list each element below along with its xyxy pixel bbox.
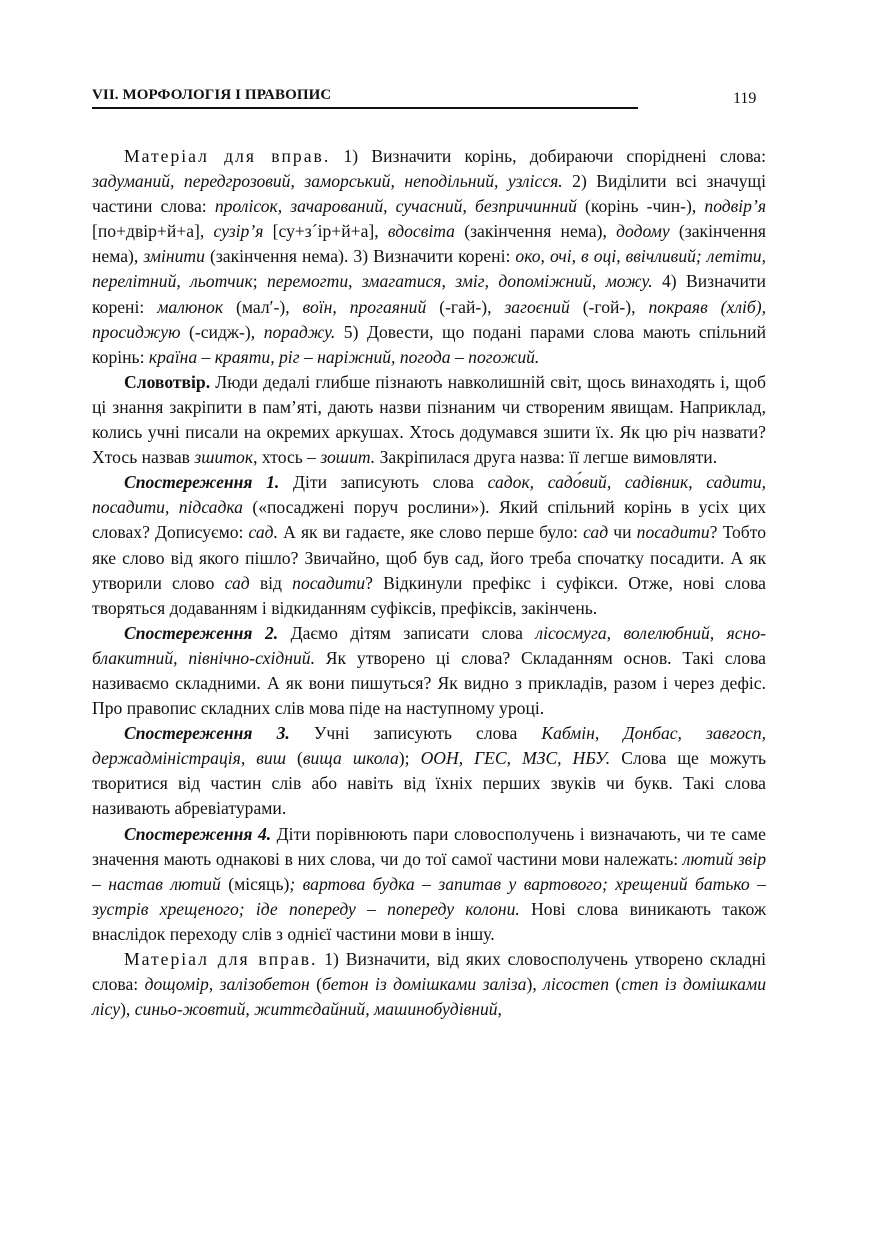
example-words: пораджу. bbox=[263, 321, 336, 342]
text-run: [по+двір+й+а], bbox=[92, 221, 214, 242]
text-run: ? Відкинули префікс і суфікси. Отже, нові слова творяться додаванням і відкиданням суфіксів, префіксів, закінчень. bbox=[92, 572, 766, 618]
text-run: (корінь -чин-), bbox=[576, 196, 705, 217]
example-words: садок, садо́вий, садівник, садити, посадити, підсадка bbox=[92, 472, 767, 518]
text-run: 1) Визначити корінь, добираючи споріднені слова: bbox=[330, 146, 767, 166]
example-words: лютий звір – настав лютий bbox=[92, 848, 767, 894]
example-words: сузір’я bbox=[213, 221, 264, 242]
text-run: 5) Довести, що подані парами слова мають спільний корінь: bbox=[92, 321, 766, 367]
example-words: Кабмін, Донбас, завгосп, держадміністрація, виш bbox=[92, 723, 767, 769]
example-words: перемогти, змагатися, зміг, допоміжний, можу. bbox=[266, 271, 653, 292]
text-run: (-гай-), bbox=[426, 296, 505, 317]
text-run: чи bbox=[608, 522, 637, 543]
example-words: дощомір, залізобетон bbox=[144, 974, 310, 995]
example-words: країна – краяти, ріг – наріжний, погода – погожий. bbox=[148, 346, 540, 367]
text-run: Учні записують слова bbox=[289, 723, 542, 744]
text-run: Діти порівнюють пари словосполучень і визначають, чи те саме значення мають однакові в них слова, чи до тої самої частини мови належать: bbox=[92, 823, 766, 869]
example-words: бетон із домішками заліза bbox=[321, 974, 527, 995]
text-run: (закінчення нема), bbox=[454, 221, 617, 242]
example-words: змінити bbox=[143, 246, 205, 267]
section-heading: Словотвір. bbox=[124, 371, 211, 392]
text-run: , хтось – bbox=[253, 447, 321, 468]
text-run: (мал′-), bbox=[223, 296, 303, 317]
example-words: зшиток bbox=[194, 447, 254, 468]
paragraph-exercise-material-2 bbox=[92, 947, 766, 1022]
text-run: ? Тобто яке слово від якого пішло? Звичайно, щоб був сад, його треба спочатку посадити. А як утворили слово bbox=[92, 522, 766, 593]
text-run: 4) Визначити корені: bbox=[92, 271, 766, 317]
text-run: ( bbox=[285, 748, 303, 769]
section-label: Матеріал для вправ. bbox=[124, 949, 318, 969]
example-words: лісосмуга, волелюбний, ясно-блакитний, північно-східний. bbox=[92, 622, 766, 668]
example-words: ; вартова будка – запитав у вартового; хрещений батько – зустрів хрещеного; іде попереду – попереду колони. bbox=[92, 873, 766, 919]
section-label: Матеріал для вправ. bbox=[124, 146, 331, 166]
text-run: («посаджені поруч рослини»). Який спільний корінь в усіх цих словах? Дописуємо: bbox=[92, 497, 766, 543]
text-run: ), bbox=[526, 974, 544, 995]
example-words: воїн, прогаяний bbox=[302, 296, 427, 317]
paragraph-word-formation bbox=[92, 370, 766, 470]
example-words: сад. bbox=[248, 522, 278, 543]
text-run: ( bbox=[609, 974, 622, 995]
example-words: пролісок, зачарований, сучасний, безпричинний bbox=[214, 196, 577, 217]
text-run: (-гой-), bbox=[569, 296, 649, 317]
example-words: сад bbox=[224, 572, 250, 593]
text-run: Люди дедалі глибше пізнають навколишній світ, щось винаходять і, щоб ці знання закріпити в пам’яті, дають назви пізнаним чи створеним явищам. Наприклад, колись учні писали на окремих аркушах. Хтось додумався зшити їх. Як цю річ назвати? Хтось назвав bbox=[92, 371, 766, 468]
body-text bbox=[92, 144, 766, 1022]
text-run: від bbox=[249, 572, 293, 593]
example-words: степ із домішками лісу bbox=[92, 974, 766, 1020]
example-words: зошит. bbox=[320, 447, 376, 468]
text-run: А як ви гадаєте, яке слово перше було: bbox=[277, 522, 584, 543]
section-heading: Спостереження 2. bbox=[124, 622, 279, 643]
text-run: 1) Визначити, від яких словосполучень утворено складні слова: bbox=[92, 949, 767, 995]
section-heading: Спостереження 4. bbox=[124, 823, 272, 844]
text-run: Нові слова виникають також внаслідок переходу слів з однієї частини мови в іншу. bbox=[92, 898, 766, 944]
text-run: Діти записують слова bbox=[279, 472, 488, 493]
example-words: подвір’я bbox=[704, 196, 767, 217]
example-words: сад bbox=[583, 522, 609, 543]
example-words: вдосвіта bbox=[387, 221, 455, 242]
text-run: Як утворено ці слова? Складанням основ. Такі слова називаємо складними. А як вони пишуться? Як видно з прикладів, разом і через дефіс. Про правопис складних слів мова піде на наступному уроці. bbox=[92, 647, 766, 719]
paragraph-observation-3 bbox=[92, 721, 766, 821]
example-words: покраяв (хліб), просиджую bbox=[92, 296, 766, 342]
text-run: ( bbox=[309, 974, 322, 995]
text-run: ), bbox=[120, 999, 135, 1020]
example-words: задуманий, передгрозовий, заморський, неподільний, узлісся. bbox=[92, 171, 563, 192]
header-rule bbox=[92, 107, 638, 109]
text-run: Даємо дітям записати слова bbox=[278, 622, 536, 643]
text-run: 2) Виділити всі значущі частини слова: bbox=[92, 171, 766, 217]
example-words: вища школа bbox=[302, 748, 399, 769]
text-run: [су+з´ір+й+а], bbox=[263, 221, 388, 242]
text-run: ; bbox=[252, 271, 267, 292]
paragraph-observation-2 bbox=[92, 621, 766, 721]
example-words: лісостеп bbox=[543, 974, 610, 995]
text-run: (закінчення нема), bbox=[92, 221, 766, 267]
page-number: 119 bbox=[733, 90, 757, 107]
example-words: посадити bbox=[636, 522, 710, 543]
text-run: (закінчення нема). 3) Визначити корені: bbox=[204, 246, 516, 267]
section-heading: Спостереження 3. bbox=[124, 723, 290, 744]
running-head: VII. МОРФОЛОГІЯ І ПРАВОПИС bbox=[92, 87, 332, 103]
example-words: малюнок bbox=[157, 296, 224, 317]
paragraph-observation-1 bbox=[92, 470, 766, 621]
text-run: (місяць) bbox=[220, 873, 290, 894]
text-run: (-сидж-), bbox=[180, 321, 264, 342]
example-words: око, очі, в оці, ввічливий; летіти, перелітний, льотчик bbox=[92, 246, 766, 292]
example-words: посадити bbox=[292, 572, 366, 593]
example-words: загоєний bbox=[504, 296, 570, 317]
text-run: Слова ще можуть творитися від частин слів або навіть від їхніх перших звуків чи букв. Такі слова називають абревіатурами. bbox=[92, 748, 766, 819]
section-heading: Спостереження 1. bbox=[124, 472, 280, 493]
example-words: додому bbox=[616, 221, 670, 242]
text-run: Закріпилася друга назва: її легше вимовляти. bbox=[375, 447, 718, 468]
example-words: ООН, ГЕС, МЗС, НБУ. bbox=[420, 748, 611, 769]
text-run: ); bbox=[398, 748, 421, 769]
example-words: синьо-жовтий, життєдайний, машинобудівний, bbox=[134, 999, 502, 1020]
paragraph-observation-4 bbox=[92, 822, 766, 947]
paragraph-exercise-material-1 bbox=[92, 144, 766, 370]
